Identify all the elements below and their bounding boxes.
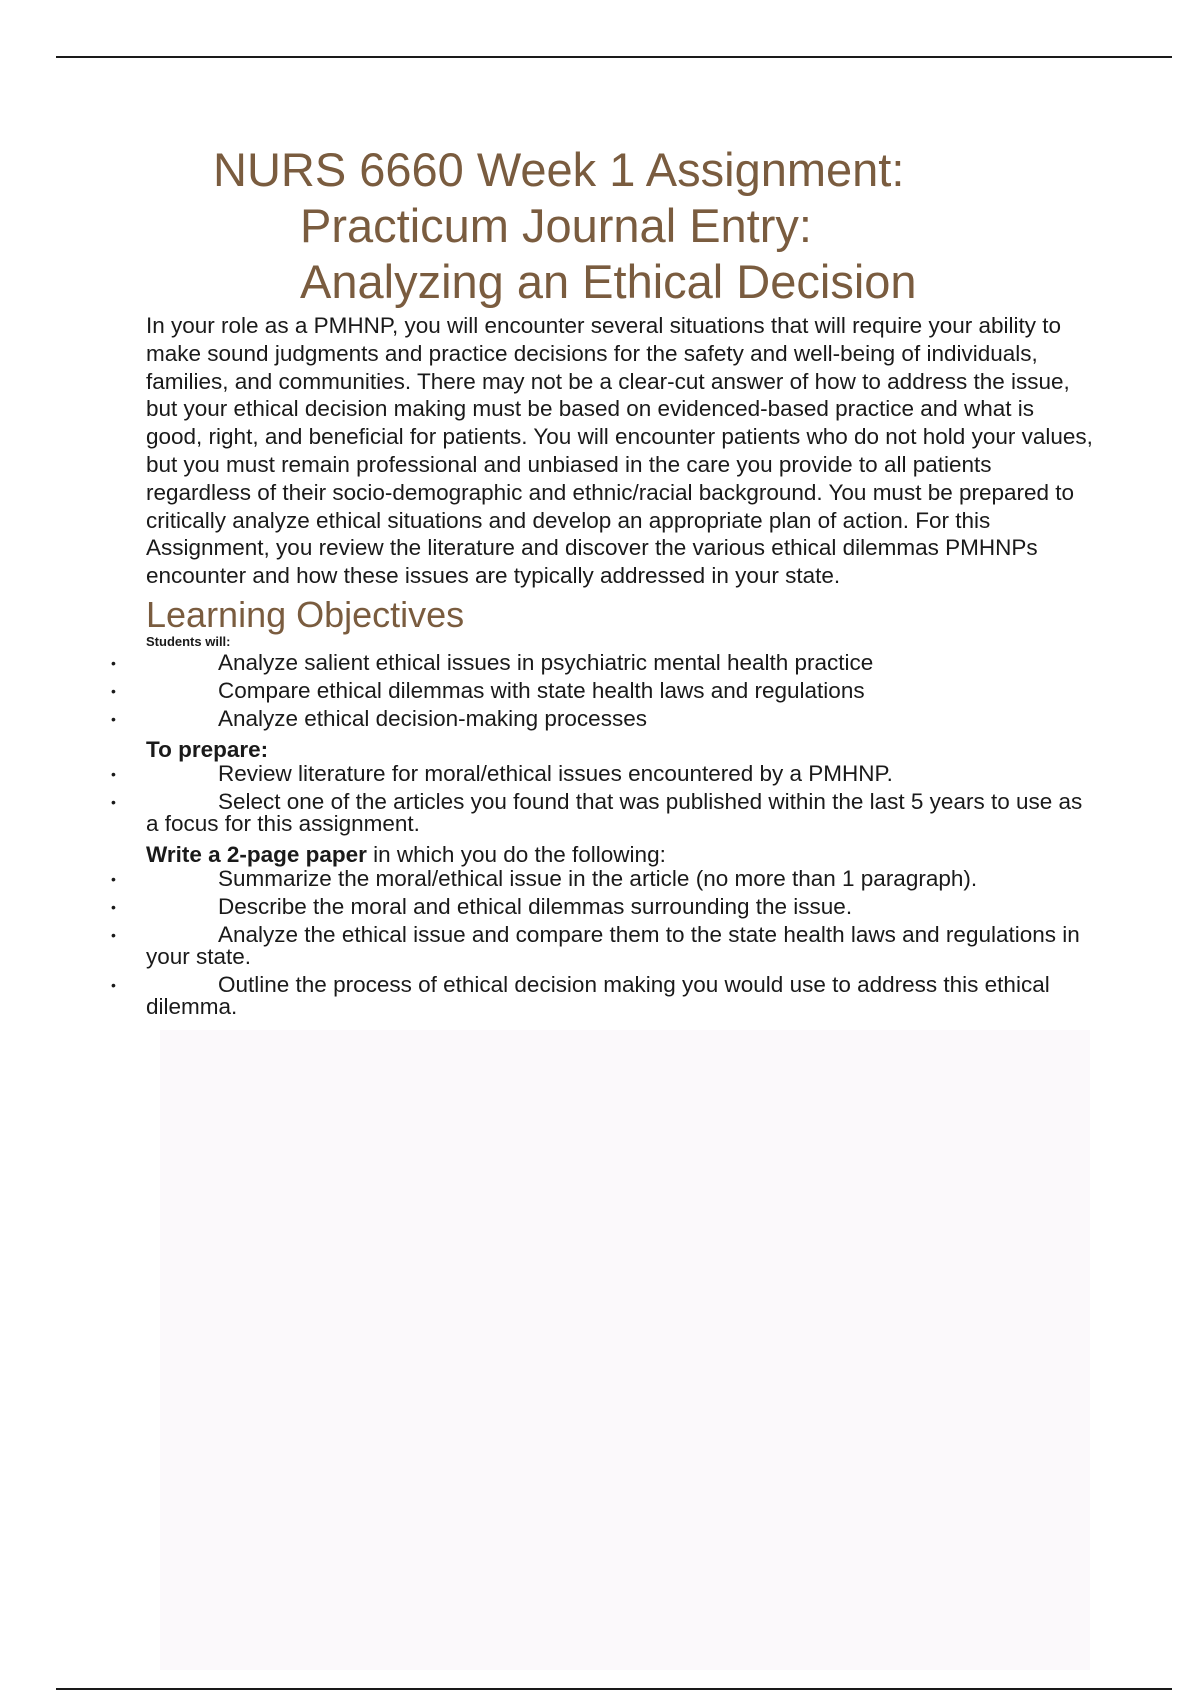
title-line-3: Analyzing an Ethical Decision: [300, 255, 917, 308]
document-title: [0, 142, 1200, 310]
objectives-heading: Learning Objectives: [146, 593, 465, 635]
prepare-heading: [146, 736, 1094, 763]
objective-text: Analyze salient ethical issues in psychiatric mental health practice: [218, 649, 874, 675]
bullet-icon: •: [111, 870, 116, 887]
prepare-list: [111, 760, 1094, 836]
list-item: [111, 893, 1094, 919]
list-item: [111, 788, 1094, 836]
list-item: [111, 865, 1094, 891]
bullet-icon: •: [111, 710, 116, 727]
prepare-text: Review literature for moral/ethical issues encountered by a PMHNP.: [218, 760, 893, 786]
objective-text: Compare ethical dilemmas with state health laws and regulations: [218, 677, 865, 703]
bullet-icon: •: [111, 654, 116, 671]
page-background-tint: [160, 1030, 1090, 1670]
write-list: [111, 865, 1094, 1019]
write-instruction-bold: Write a 2-page paper: [146, 841, 367, 867]
objective-text: Analyze ethical decision-making processes: [218, 705, 647, 731]
bullet-icon: •: [111, 765, 116, 782]
title-line-2: Practicum Journal Entry:: [300, 199, 812, 252]
list-item: [111, 705, 1094, 731]
bullet-icon: •: [111, 898, 116, 915]
bullet-icon: •: [111, 793, 116, 810]
list-item: [111, 921, 1094, 969]
bullet-icon: •: [111, 926, 116, 943]
document-body: [111, 312, 1094, 1024]
write-text: Analyze the ethical issue and compare them to the state health laws and regulations in your state.: [146, 921, 1080, 969]
list-item: [111, 677, 1094, 703]
title-line-1: NURS 6660 Week 1 Assignment:: [213, 143, 905, 196]
write-instruction: [146, 841, 1094, 868]
objectives-list: [111, 649, 1094, 731]
write-text: Outline the process of ethical decision making you would use to address this ethical dilemma.: [146, 971, 1050, 1019]
write-text: Describe the moral and ethical dilemmas surrounding the issue.: [218, 893, 853, 919]
write-instruction-rest: in which you do the following:: [366, 841, 666, 867]
intro-paragraph: In your role as a PMHNP, you will encounter several situations that will require your ability to make sound judgments and practice decisions for the safety and well-being of individuals, families, and communities. There may not be a clear-cut answer of how to address the issue, but your ethical decision making must be based on evidenced-based practice and what is good, right, and beneficial for patients. You will encounter patients who do not hold your values, but you must remain professional and unbiased in the care you provide to all patients regardless of their socio-demographic and ethnic/racial background. You must be prepared to critically analyze ethical situations and develop an appropriate plan of action. For this Assignment, you review the literature and discover the various ethical dilemmas PMHNPs encounter and how these issues are typically addressed in your state.: [146, 313, 1093, 589]
top-rule: [56, 56, 1172, 58]
write-text: Summarize the moral/ethical issue in the article (no more than 1 paragraph).: [218, 865, 978, 891]
bullet-icon: •: [111, 976, 116, 993]
list-item: [111, 649, 1094, 675]
bottom-rule: [56, 1688, 1172, 1690]
prepare-text: Select one of the articles you found that was published within the last 5 years to use as a focus for this assignment.: [146, 788, 1083, 836]
bullet-icon: •: [111, 682, 116, 699]
list-item: [111, 760, 1094, 786]
students-will-label: Students will:: [146, 633, 231, 649]
list-item: [111, 971, 1094, 1019]
prepare-heading-text: To prepare:: [146, 736, 269, 762]
